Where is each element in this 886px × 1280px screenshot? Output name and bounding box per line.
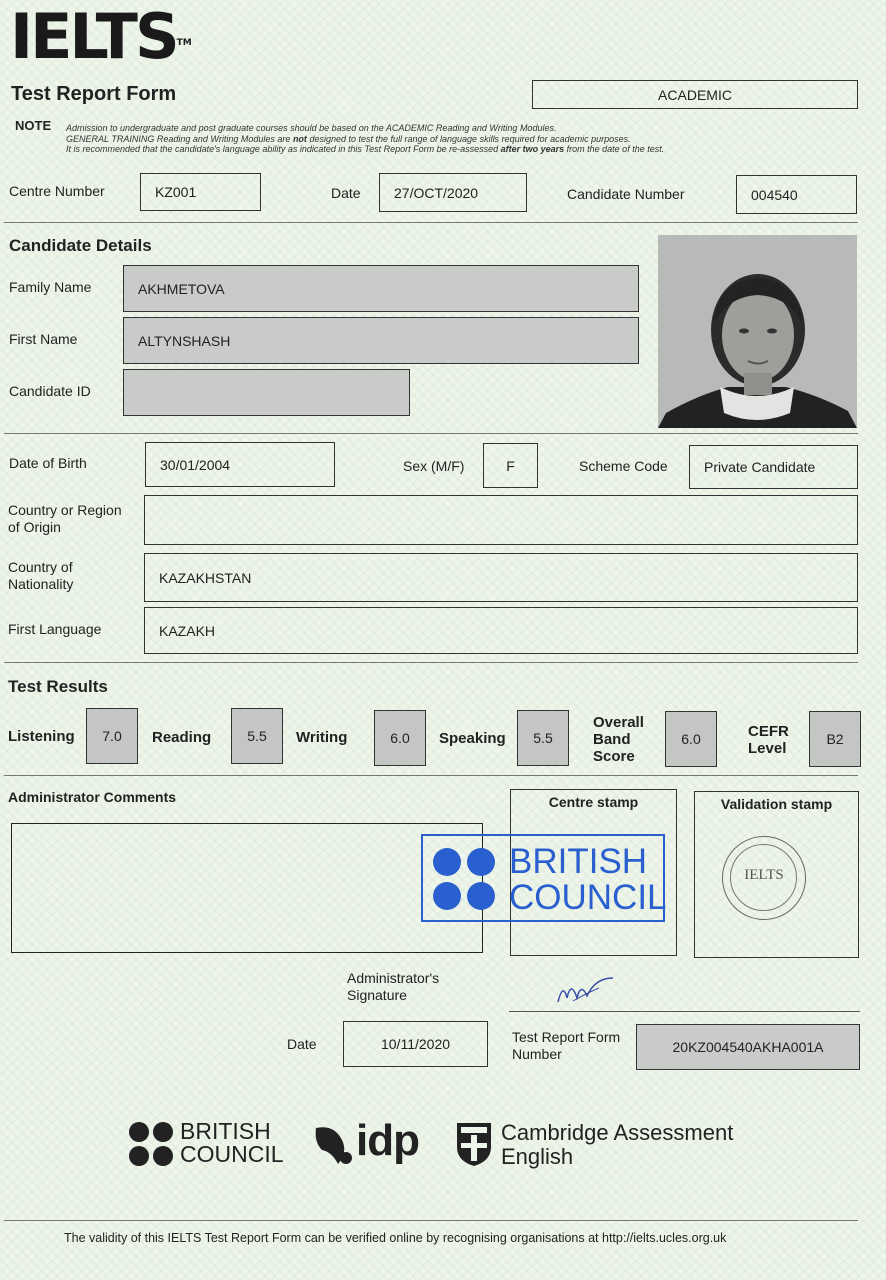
british-council-dots-icon xyxy=(128,1121,174,1167)
module-field: ACADEMIC xyxy=(532,80,858,109)
listening-score: 7.0 xyxy=(86,708,138,764)
nationality-label xyxy=(8,559,73,593)
cambridge-shield-icon xyxy=(455,1121,493,1167)
signature-label-2: Signature xyxy=(347,987,407,1003)
note-line-2 xyxy=(66,134,826,145)
cambridge-logo-text-2: English xyxy=(501,1144,574,1169)
stamp-text-1: BRITISH xyxy=(509,842,648,881)
validity-note: The validity of this IELTS Test Report Form can be verified online by recognising organisations at http://ielts.ucles.org.uk xyxy=(64,1231,727,1245)
cambridge-logo-text-1: Cambridge Assessment xyxy=(501,1120,734,1145)
note-line-3b: after two years xyxy=(500,144,565,154)
signature-label-1: Administrator's xyxy=(347,970,440,986)
british-council-logo-text-2: COUNCIL xyxy=(180,1141,284,1167)
british-council-logo-text xyxy=(180,1120,284,1166)
note-label: NOTE xyxy=(15,118,52,133)
signature-line xyxy=(509,1011,860,1012)
british-council-logo-text-1: BRITISH xyxy=(180,1118,271,1144)
first-language-field: KAZAKH xyxy=(144,607,858,654)
stamp-text-2: COUNCIL xyxy=(509,878,667,917)
cefr-label xyxy=(748,723,789,757)
divider xyxy=(4,1220,858,1221)
nationality-field: KAZAKHSTAN xyxy=(144,553,858,602)
cefr-label-1: CEFR xyxy=(748,723,789,740)
origin-label xyxy=(8,502,122,536)
test-date-label: Date xyxy=(331,185,361,201)
admin-comments-box xyxy=(11,823,483,953)
trf-number-label-1: Test Report Form xyxy=(512,1029,621,1045)
overall-label xyxy=(593,714,644,765)
first-name-label: First Name xyxy=(9,331,78,347)
speaking-score: 5.5 xyxy=(517,710,569,766)
reading-score: 5.5 xyxy=(231,708,283,764)
nationality-label-2: Nationality xyxy=(8,576,74,592)
ielts-logo-text: IELTS xyxy=(10,0,177,73)
trf-number-label-2: Number xyxy=(512,1046,562,1062)
overall-label-1: Overall xyxy=(593,714,644,731)
centre-number-label: Centre Number xyxy=(9,183,105,199)
note-text xyxy=(66,123,826,155)
validation-stamp-label: Validation stamp xyxy=(720,796,833,812)
writing-label: Writing xyxy=(296,729,348,746)
candidate-id-label: Candidate ID xyxy=(9,383,91,399)
sex-field: F xyxy=(483,443,538,488)
candidate-details-heading: Candidate Details xyxy=(9,236,152,255)
scheme-code-field: Private Candidate xyxy=(689,445,858,489)
candidate-photo xyxy=(658,235,857,428)
divider xyxy=(4,222,858,223)
nationality-label-1: Country of xyxy=(8,559,73,575)
test-date-field: 27/OCT/2020 xyxy=(379,173,527,212)
reading-label: Reading xyxy=(152,729,212,746)
trf-number-label xyxy=(512,1029,620,1063)
overall-label-3: Score xyxy=(593,748,635,765)
divider xyxy=(4,775,858,776)
note-line-2a: GENERAL TRAINING Reading and Writing Modules are xyxy=(66,133,293,144)
candidate-id-field xyxy=(123,369,410,416)
admin-comments-label: Administrator Comments xyxy=(8,789,177,805)
note-line-3 xyxy=(66,144,826,155)
issue-date-field: 10/11/2020 xyxy=(343,1021,488,1067)
ielts-seal-text: IELTS xyxy=(744,867,784,883)
centre-stamp-label: Centre stamp xyxy=(548,794,639,810)
signature-scribble xyxy=(555,974,619,1006)
cefr-label-2: Level xyxy=(748,740,787,757)
family-name-label: Family Name xyxy=(9,279,92,295)
cambridge-logo xyxy=(455,1121,745,1171)
origin-field xyxy=(144,495,858,545)
idp-logo xyxy=(312,1116,422,1170)
origin-label-2: of Origin xyxy=(8,519,61,535)
note-line-3c: from the date of the test. xyxy=(564,144,665,154)
scheme-code-label: Scheme Code xyxy=(579,458,668,474)
idp-mark-icon xyxy=(312,1122,354,1166)
first-language-label: First Language xyxy=(8,621,102,637)
trademark: TM xyxy=(176,38,192,48)
cefr-level: B2 xyxy=(809,711,861,767)
sex-label: Sex (M/F) xyxy=(403,458,465,474)
british-council-logo xyxy=(128,1120,288,1168)
test-results-heading: Test Results xyxy=(8,677,108,696)
ielts-logo xyxy=(10,2,192,72)
family-name-field: AKHMETOVA xyxy=(123,265,639,312)
candidate-photo-image xyxy=(658,235,857,428)
trf-number-field: 20KZ004540AKHA001A xyxy=(636,1024,860,1070)
idp-logo-text: idp xyxy=(356,1116,419,1165)
listening-label: Listening xyxy=(8,728,75,745)
note-line-2c: designed to test the full range of language skills required for academic purposes. xyxy=(306,133,631,144)
stamp-text xyxy=(509,844,667,916)
form-title: Test Report Form xyxy=(11,83,177,105)
centre-number-field: KZ001 xyxy=(140,173,261,211)
cambridge-logo-text xyxy=(501,1121,733,1169)
divider xyxy=(4,433,858,434)
candidate-number-field: 004540 xyxy=(736,175,857,214)
divider xyxy=(4,662,858,663)
stamp-dots-icon xyxy=(431,846,501,912)
issue-date-label: Date xyxy=(287,1036,317,1052)
first-name-field: ALTYNSHASH xyxy=(123,317,639,364)
british-council-stamp xyxy=(421,834,665,922)
writing-score: 6.0 xyxy=(374,710,426,766)
dob-field: 30/01/2004 xyxy=(145,442,335,487)
signature-label xyxy=(347,970,439,1004)
ielts-seal xyxy=(722,836,806,920)
overall-label-2: Band xyxy=(593,731,631,748)
speaking-label: Speaking xyxy=(439,730,506,747)
dob-label: Date of Birth xyxy=(9,455,87,471)
validation-stamp-box xyxy=(694,791,859,958)
note-line-3a: It is recommended that the candidate's language ability as indicated in this Test Report Form be re-assessed xyxy=(66,144,501,154)
origin-label-1: Country or Region xyxy=(8,502,122,518)
candidate-number-label: Candidate Number xyxy=(567,186,685,202)
overall-score: 6.0 xyxy=(665,711,717,767)
note-line-2b: not xyxy=(292,133,307,144)
note-line-1: Admission to undergraduate and post graduate courses should be based on the ACADEMIC Reading and Writing Modules. xyxy=(66,123,557,133)
